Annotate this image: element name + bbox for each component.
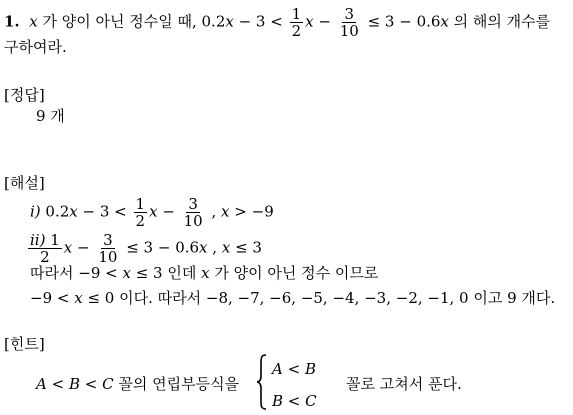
fraction-one-half: $\frac{1}{2}$	[291, 5, 302, 40]
hint-line: A < B < C 꼴의 연립부등식을	[36, 375, 240, 393]
answer-value: 9 개	[36, 107, 65, 125]
system-of-inequalities: A < B B < C	[256, 354, 346, 414]
hint-heading: [힌트]	[4, 335, 45, 353]
problem-ask: 의 해의 개수를	[453, 12, 551, 31]
left-brace-icon	[256, 354, 268, 410]
step-ii: $\frac{ii) 1}{2}$ x − $\frac{3}{10}$ ≤ 3 − 0.6x , x ≤ 3	[30, 231, 262, 266]
explanation-heading: [해설]	[4, 174, 45, 192]
therefore-line: 따라서 −9 < x ≤ 3 인데 x 가 양이 아닌 정수 이므로	[30, 264, 379, 282]
problem-number: 1.	[4, 12, 20, 31]
answer-heading: [정답]	[4, 86, 45, 104]
hint-tail: 꼴로 고쳐서 푼다.	[346, 375, 462, 393]
problem-line-2: 구하여라.	[4, 38, 67, 56]
step-i: i) 0.2x − 3 < $\frac{1}{2}$ x − $\frac{3}{10}$ , x > −9	[30, 195, 274, 230]
problem-line-1: 1. x 가 양이 아닌 정수일 때, 0.2x − 3 < $\frac{1}{2}$ x − $\frac{3}{10}$ ≤ 3 − 0.6x 의 해의 개수를	[4, 5, 551, 40]
solution-line: −9 < x ≤ 0 이다. 따라서 −8, −7, −6, −5, −4, −3, −2, −1, 0 이고 9 개다.	[30, 289, 556, 307]
problem-condition: 가 양이 아닌 정수일 때,	[42, 12, 197, 31]
fraction-three-tenths: $\frac{3}{10}$	[339, 5, 359, 40]
